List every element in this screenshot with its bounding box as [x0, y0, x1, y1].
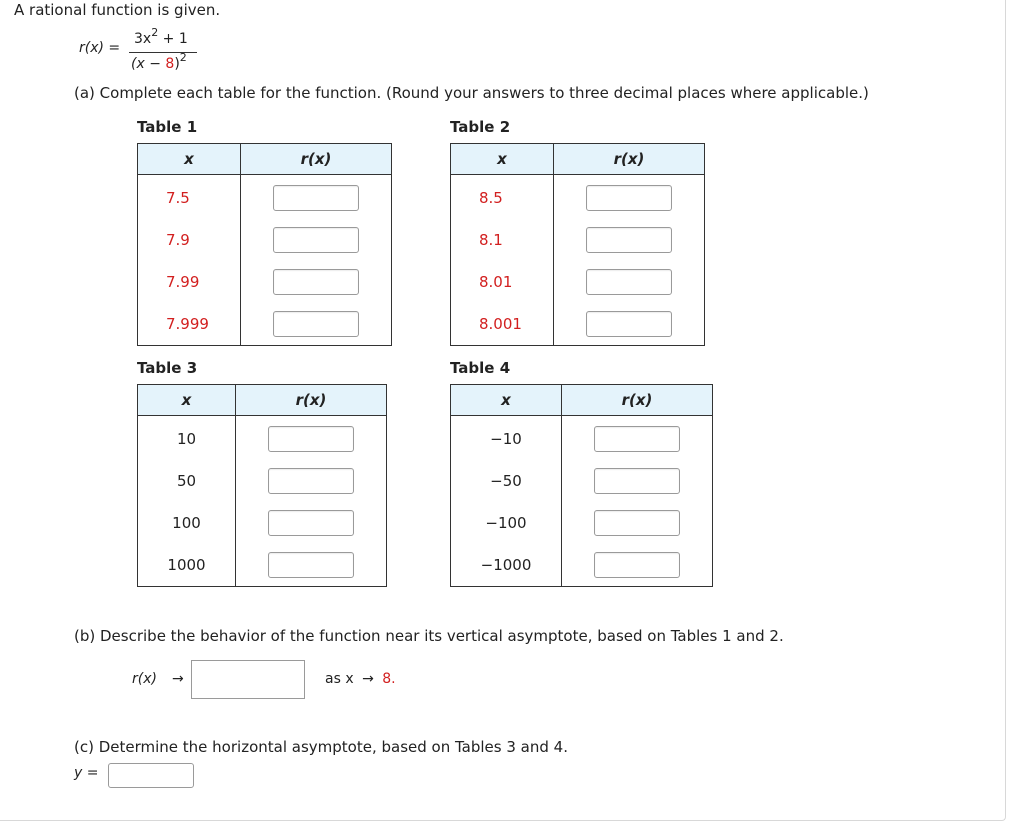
- table-2-r-header: r(x): [554, 144, 705, 175]
- table-3-answer-input[interactable]: [268, 468, 354, 494]
- horizontal-asymptote-input[interactable]: [108, 763, 194, 788]
- asymptote-lhs: y =: [74, 765, 99, 781]
- table-2-answer-input[interactable]: [586, 185, 672, 211]
- part-a-prompt: (a) Complete each table for the function. (Round your answers to three decimal places where applicable.): [74, 84, 869, 102]
- asymptote-value: 8.: [382, 671, 396, 687]
- table-row: [451, 219, 705, 261]
- table-2-answer-input[interactable]: [586, 227, 672, 253]
- table-2-answer-input[interactable]: [586, 269, 672, 295]
- table-3-title: Table 3: [137, 359, 198, 377]
- table-row: [138, 544, 387, 587]
- table-4-answer-input[interactable]: [594, 510, 680, 536]
- table-row: [138, 416, 387, 461]
- table-1-x-value: 7.5: [138, 175, 241, 220]
- table-3-x-value: 1000: [138, 544, 236, 587]
- table-3-x-value: 100: [138, 502, 236, 544]
- table-1-answer-input[interactable]: [273, 269, 359, 295]
- table-row: [138, 303, 392, 346]
- table-3-x-value: 50: [138, 460, 236, 502]
- table-1-title: Table 1: [137, 118, 198, 136]
- table-2-x-value: 8.5: [451, 175, 554, 220]
- table-row: [451, 544, 713, 587]
- table-row: [138, 460, 387, 502]
- function-denominator: $(x - 8)^2$: [131, 51, 187, 72]
- table-2-x-value: 8.01: [451, 261, 554, 303]
- table-3-answer-input[interactable]: [268, 510, 354, 536]
- table-1-x-value: 7.99: [138, 261, 241, 303]
- table-4-answer-input[interactable]: [594, 426, 680, 452]
- table-4-x-value: −10: [451, 416, 562, 461]
- table-3-answer-input[interactable]: [268, 552, 354, 578]
- table-3-answer-input[interactable]: [268, 426, 354, 452]
- behavior-lhs: r(x): [132, 671, 157, 687]
- table-3-x-value: 10: [138, 416, 236, 461]
- part-c-prompt: (c) Determine the horizontal asymptote, based on Tables 3 and 4.: [74, 738, 568, 756]
- table-2-x-value: 8.001: [451, 303, 554, 346]
- table-row: [451, 261, 705, 303]
- table-4-x-value: −1000: [451, 544, 562, 587]
- table-4-x-header: x: [451, 385, 562, 416]
- table-3-x-header: x: [138, 385, 236, 416]
- table-2-x-value: 8.1: [451, 219, 554, 261]
- table-2: [450, 143, 705, 346]
- as-x-text: as x → 8.: [325, 671, 396, 687]
- table-row: [138, 261, 392, 303]
- function-numerator: $3x^2 + 1$: [134, 26, 188, 47]
- table-row: [138, 502, 387, 544]
- table-1-x-value: 7.9: [138, 219, 241, 261]
- table-1-x-value: 7.999: [138, 303, 241, 346]
- table-4-r-header: r(x): [562, 385, 713, 416]
- table-4-title: Table 4: [450, 359, 511, 377]
- table-4-answer-input[interactable]: [594, 468, 680, 494]
- table-row: [451, 303, 705, 346]
- table-4-x-value: −50: [451, 460, 562, 502]
- table-row: [451, 416, 713, 461]
- part-b-prompt: (b) Describe the behavior of the function near its vertical asymptote, based on Tables 1 and 2.: [74, 627, 784, 645]
- table-1-answer-input[interactable]: [273, 227, 359, 253]
- right-arrow-icon: →: [172, 671, 184, 687]
- table-1-answer-input[interactable]: [273, 311, 359, 337]
- function-lhs: r(x) =: [79, 40, 121, 56]
- table-4: [450, 384, 713, 587]
- table-1-answer-input[interactable]: [273, 185, 359, 211]
- table-3-r-header: r(x): [236, 385, 387, 416]
- table-2-x-header: x: [451, 144, 554, 175]
- right-arrow-icon: →: [362, 671, 374, 687]
- table-4-x-value: −100: [451, 502, 562, 544]
- intro-text: A rational function is given.: [14, 1, 221, 19]
- table-4-answer-input[interactable]: [594, 552, 680, 578]
- table-row: [451, 502, 713, 544]
- table-1-r-header: r(x): [241, 144, 392, 175]
- table-2-title: Table 2: [450, 118, 511, 136]
- behavior-answer-input[interactable]: [191, 660, 305, 699]
- table-2-answer-input[interactable]: [586, 311, 672, 337]
- table-row: [451, 460, 713, 502]
- table-1-x-header: x: [138, 144, 241, 175]
- table-row: [451, 175, 705, 220]
- table-1: [137, 143, 392, 346]
- table-3: [137, 384, 387, 587]
- table-row: [138, 175, 392, 220]
- table-row: [138, 219, 392, 261]
